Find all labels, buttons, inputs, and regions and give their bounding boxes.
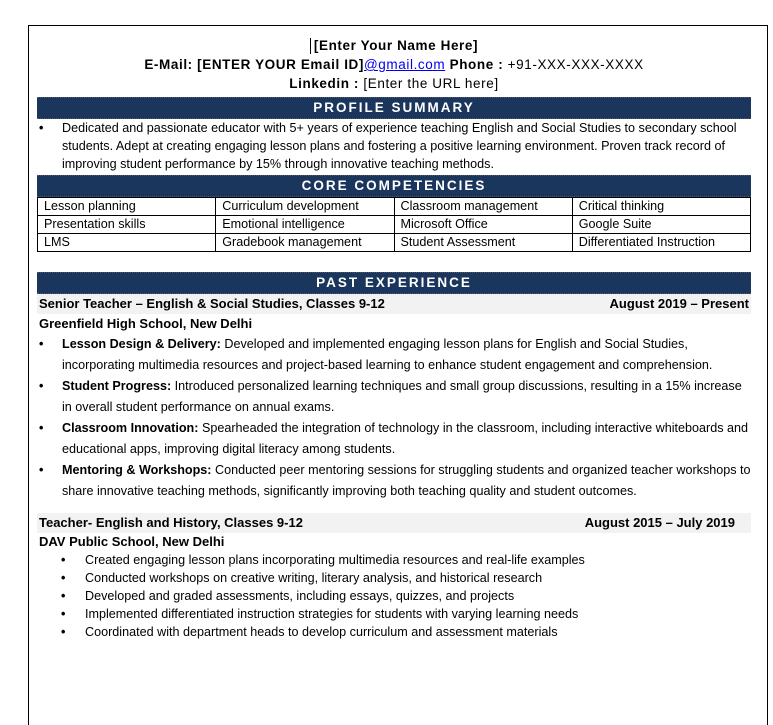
competency-cell: Emotional intelligence (216, 216, 394, 234)
job-school: DAV Public School, New Delhi (39, 534, 225, 549)
list-item (37, 460, 751, 501)
phone-label: Phone : (449, 57, 504, 72)
competency-cell: Google Suite (572, 216, 750, 234)
job-bullets (37, 551, 751, 641)
bullet-text: Introduced personalized learning techniques and small group discussions, resulting in a 15% increase in overall student performance on annual exams. (62, 379, 742, 414)
job-role: Senior Teacher – English & Social Studies, Classes 9-12 (39, 296, 385, 311)
competency-cell: Lesson planning (38, 198, 216, 216)
profile-summary-text: • Dedicated and passionate educator with 5+ years of experience teaching English and Social Studies to secondary school students. Adept at creating engaging lesson plans and fostering a positive learning environment. Proven track record of improving student performance by 15% through innovative teaching methods. (37, 119, 751, 173)
text-cursor (310, 38, 311, 54)
linkedin-label: Linkedin : (289, 76, 360, 91)
competency-cell: Student Assessment (394, 234, 572, 252)
experience-section (37, 272, 751, 641)
competency-cell: Microsoft Office (394, 216, 572, 234)
linkedin-value: [Enter the URL here] (363, 76, 499, 91)
resume-page (28, 25, 768, 725)
competency-cell: Critical thinking (572, 198, 750, 216)
job-title-row (37, 513, 751, 533)
list-item: • Conducted workshops on creative writing, literary analysis, and historical research (37, 569, 751, 587)
bullet-heading: Student Progress: (62, 379, 172, 393)
list-item: • Implemented differentiated instruction strategies for students with varying learning needs (37, 605, 751, 623)
linkedin-line (37, 74, 751, 93)
candidate-name[interactable]: [Enter Your Name Here] (313, 38, 479, 53)
competency-cell: LMS (38, 234, 216, 252)
name-line[interactable] (37, 36, 751, 55)
list-item (37, 334, 751, 375)
job-bullets (37, 334, 751, 501)
profile-section (37, 97, 751, 173)
job-dates: August 2019 – Present (609, 296, 749, 311)
contact-line (37, 55, 751, 74)
list-item: • Developed and graded assessments, including essays, quizzes, and projects (37, 587, 751, 605)
competency-cell: Curriculum development (216, 198, 394, 216)
job-role: Teacher- English and History, Classes 9-12 (39, 515, 303, 530)
bullet-text: Developed and implemented engaging lesson plans for English and Social Studies, incorporating multimedia resources and project-based learning to enhance student engagement and comprehension. (62, 337, 713, 372)
competency-cell: Differentiated Instruction (572, 234, 750, 252)
list-item: • Coordinated with department heads to develop curriculum and assessment materials (37, 623, 751, 641)
list-item (37, 418, 751, 459)
past-experience-heading: PAST EXPERIENCE (37, 272, 751, 294)
table-row (38, 198, 751, 216)
phone-value: +91-XXX-XXX-XXXX (507, 57, 644, 72)
core-competencies-heading: CORE COMPETENCIES (37, 175, 751, 197)
bullet-heading: Mentoring & Workshops: (62, 463, 212, 477)
bullet-heading: Lesson Design & Delivery: (62, 337, 221, 351)
job-school: Greenfield High School, New Delhi (39, 316, 253, 331)
competency-cell: Classroom management (394, 198, 572, 216)
table-row (38, 216, 751, 234)
email-label: E-Mail: [ENTER YOUR Email ID] (144, 57, 364, 72)
competency-cell: Gradebook management (216, 234, 394, 252)
resume-header (37, 36, 751, 93)
competencies-section (37, 175, 751, 252)
profile-summary-heading: PROFILE SUMMARY (37, 97, 751, 119)
competency-cell: Presentation skills (38, 216, 216, 234)
email-link[interactable]: @gmail.com (364, 57, 446, 72)
bullet-text: Conducted peer mentoring sessions for struggling students and organized teacher workshops to share innovative teaching methods, significantly improving both teaching quality and student outcomes. (62, 463, 751, 498)
job-dates: August 2015 – July 2019 (584, 515, 735, 530)
job-title-row (37, 294, 751, 314)
table-row (38, 234, 751, 252)
list-item: • Created engaging lesson plans incorporating multimedia resources and real-life examples (37, 551, 751, 569)
competencies-table (37, 197, 751, 252)
bullet-heading: Classroom Innovation: (62, 421, 199, 435)
list-item (37, 376, 751, 417)
bullet-text: Spearheaded the integration of technology in the classroom, including interactive whiteboards and educational apps, improving digital literacy among students. (62, 421, 749, 456)
